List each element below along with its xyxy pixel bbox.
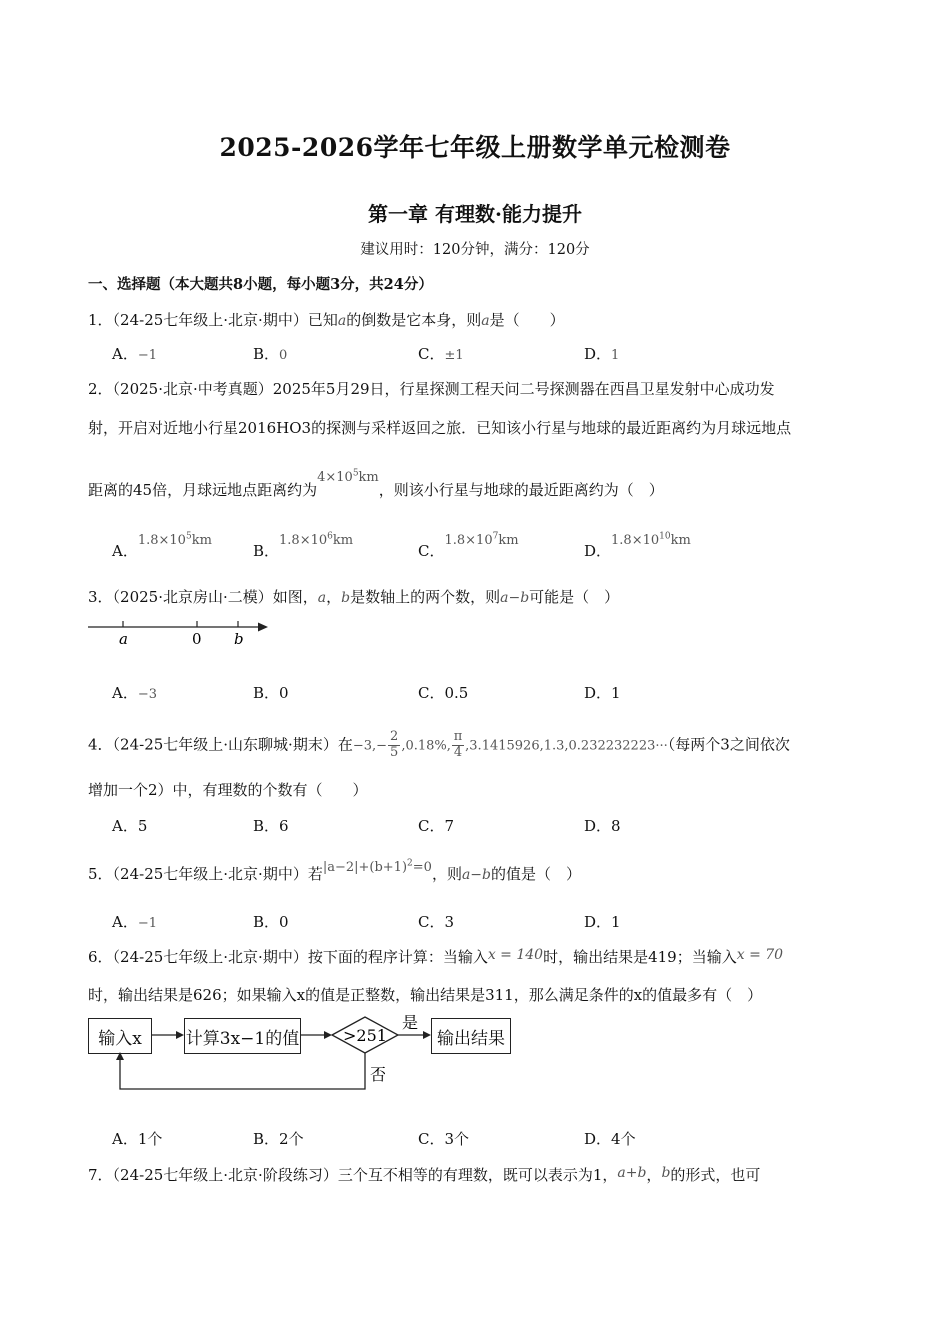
option-label: C． — [418, 684, 445, 702]
math-unit: km — [332, 533, 354, 548]
page-title: 2025-2026学年七年级上册数学单元检测卷 — [219, 133, 731, 162]
question-text: （24-25七年级上·北京·阶段练习）三个互不相等的有理数，既可以表示为1， — [112, 1166, 618, 1184]
q6-option-a[interactable] — [112, 1128, 162, 1149]
option-label: C． — [418, 345, 445, 363]
option-label: A． — [112, 817, 138, 835]
math-exponent: 10 — [659, 531, 671, 542]
option-value: 1 — [611, 348, 620, 363]
axis-label-a: a — [119, 630, 128, 648]
q2-option-a[interactable] — [112, 531, 212, 561]
option-value: 3 — [444, 913, 455, 931]
option-value: 0 — [279, 913, 289, 931]
question-text: 时，输出结果是419；当输入 — [543, 948, 737, 966]
option-value: 7 — [444, 817, 455, 835]
question-number: 7． — [88, 1166, 113, 1184]
option-label: B． — [253, 345, 280, 363]
question-number: 1． — [88, 311, 113, 329]
math-var: a — [317, 590, 327, 606]
option-value: −1 — [137, 916, 158, 931]
flow-compute-box: 计算3x−1的值 — [184, 1018, 301, 1054]
option-label: A． — [112, 684, 138, 702]
question-text: 已知 — [307, 311, 338, 329]
q4-option-c[interactable] — [418, 815, 454, 836]
option-label: C． — [418, 913, 445, 931]
exam-meta: 建议用时：120分钟，满分：120分 — [360, 242, 590, 258]
axis-label-zero: 0 — [192, 630, 202, 648]
question-text: ，则 — [431, 865, 462, 883]
q6-option-b[interactable] — [253, 1128, 304, 1149]
math-expr — [317, 470, 379, 485]
math-var: b — [661, 1165, 671, 1181]
question-text: （2025·北京·中考真题）2025年5月29日，行星探测工程天问二号探测器在西昌卫星发射中心成功发 — [112, 380, 775, 398]
option-value: 2个 — [279, 1130, 304, 1148]
math-var: a — [337, 313, 347, 329]
math-base: 1.8×10 — [444, 533, 493, 548]
math-base: 1.8×10 — [611, 533, 660, 548]
q2-option-d[interactable] — [584, 531, 691, 561]
question-text: ，则该小行星与地球的最近距离约为（ ） — [378, 481, 664, 499]
flowchart-connectors — [88, 1008, 528, 1094]
math-var: b — [341, 590, 351, 606]
q1-option-b[interactable] — [253, 343, 287, 364]
math-exponent: 2 — [407, 858, 413, 869]
question-4 — [88, 730, 790, 761]
q4-option-a[interactable] — [112, 815, 147, 836]
option-label: B． — [253, 542, 280, 560]
q1-option-a[interactable] — [112, 343, 157, 364]
math-expr: ,3.1415926,1.3,0.232232223··· — [465, 738, 668, 754]
option-value: −1 — [137, 348, 158, 363]
arrow-icon — [116, 1052, 124, 1060]
question-text: 可能是（ ） — [529, 588, 620, 606]
option-label: A． — [112, 345, 138, 363]
q5-option-b[interactable] — [253, 911, 289, 932]
question-text: （24-25七年级上·北京·期中）按下面的程序计算：当输入 — [112, 948, 488, 966]
question-2-line-2: 射，开启对近地小行星2016HO3的探测与采样返回之旅．已知该小行星与地球的最近距离约为月球远地点 — [88, 419, 792, 437]
question-source: （24-25七年级上·北京·期中） — [112, 311, 308, 329]
option-value: 6 — [279, 817, 289, 835]
option-label: D． — [584, 817, 612, 835]
q3-option-d[interactable] — [584, 682, 621, 703]
flow-yes-label: 是 — [402, 1013, 419, 1032]
question-4-line-2: 增加一个2）中，有理数的个数有（ ） — [88, 781, 368, 799]
option-label: B． — [253, 913, 280, 931]
flow-loop-back — [120, 1053, 365, 1089]
arrow-icon — [258, 623, 268, 632]
separator: ， — [646, 1166, 662, 1184]
math-exponent: 5 — [352, 468, 359, 479]
option-value — [444, 533, 518, 548]
q6-option-c[interactable] — [418, 1128, 469, 1149]
question-text: 的倒数是它本身，则 — [346, 311, 482, 329]
question-7 — [88, 1164, 760, 1185]
q3-option-c[interactable] — [418, 682, 468, 703]
option-label: B． — [253, 817, 280, 835]
math-exponent: 6 — [327, 531, 333, 542]
math-expr: a−b — [461, 867, 491, 883]
option-value: 8 — [611, 817, 621, 835]
q5-option-a[interactable] — [112, 911, 157, 932]
option-label: B． — [253, 1130, 280, 1148]
math-exponent: 7 — [492, 531, 499, 542]
option-label: C． — [418, 1130, 445, 1148]
question-text: （2025·北京房山·二模）如图， — [112, 588, 318, 606]
option-label: D． — [584, 542, 612, 560]
section-heading: 一、选择题（本大题共8小题，每小题3分，共24分） — [88, 276, 433, 293]
option-value — [611, 533, 691, 548]
question-2-line-1 — [88, 378, 775, 399]
math-base: 1.8×10 — [279, 533, 328, 548]
question-text: 的值是（ ） — [491, 865, 582, 883]
option-value: 3个 — [444, 1130, 470, 1148]
question-text: 是（ ） — [489, 311, 565, 329]
flow-output-box: 输出结果 — [431, 1018, 511, 1054]
option-value: 1 — [611, 913, 621, 931]
math-unit: km — [358, 470, 379, 485]
math-expr: x = 70 — [736, 947, 784, 963]
option-value: −3 — [137, 687, 158, 702]
math-base: |a−2|+(b+1) — [322, 860, 408, 875]
q5-option-d[interactable] — [584, 911, 621, 932]
q4-option-d[interactable] — [584, 815, 621, 836]
option-value: 4个 — [611, 1130, 636, 1148]
arrow-icon — [423, 1031, 431, 1039]
option-value: 1个 — [137, 1130, 163, 1148]
fraction-numerator: 2 — [390, 729, 399, 744]
number-line-figure — [86, 616, 276, 650]
option-label: D． — [584, 913, 612, 931]
question-text: 的形式，也可 — [670, 1166, 761, 1184]
chapter-subtitle: 第一章 有理数·能力提升 — [368, 202, 582, 226]
q6-option-d[interactable] — [584, 1128, 636, 1149]
option-value — [279, 533, 353, 548]
math-unit: km — [498, 533, 519, 548]
flow-condition-text: >251 — [343, 1026, 387, 1045]
question-number: 4． — [88, 735, 113, 754]
question-3: 3．（2025·北京房山·二模）如图，a，b是数轴上的两个数，则a−b可能是（ ） — [88, 588, 620, 606]
flow-no-label: 否 — [370, 1065, 387, 1084]
question-text: （每两个3之间依次 — [667, 735, 790, 754]
q1-option-c[interactable] — [418, 343, 464, 364]
option-label: D． — [584, 684, 612, 702]
fraction-denominator: 5 — [390, 744, 399, 760]
axis-label-b: b — [234, 630, 244, 648]
option-value: ±1 — [444, 348, 464, 363]
option-label: A． — [112, 1130, 138, 1148]
question-text: （24-25七年级上·山东聊城·期末）在 — [112, 735, 353, 754]
q2-option-b[interactable] — [253, 531, 354, 561]
math-exponent: 5 — [185, 531, 192, 542]
option-value: 1 — [611, 684, 621, 702]
math-base: 1.8×10 — [137, 533, 186, 548]
question-5 — [88, 858, 582, 884]
option-value — [138, 533, 212, 548]
question-1 — [88, 309, 565, 330]
flow-input-box: 输入x — [88, 1018, 152, 1054]
question-number: 3． — [88, 588, 113, 606]
question-text: 距离的45倍，月球远地点距离约为 — [88, 481, 318, 499]
option-value: 5 — [137, 817, 148, 835]
fraction — [388, 730, 400, 761]
math-var: a — [481, 313, 490, 329]
fraction-denominator: 4 — [453, 744, 463, 760]
question-text: （24-25七年级上·北京·期中）若 — [112, 865, 323, 883]
question-number: 6． — [88, 948, 113, 966]
arrow-icon — [176, 1031, 184, 1039]
math-expr: a+b — [617, 1165, 647, 1181]
math-base: 4×10 — [317, 470, 353, 485]
option-value: 0.5 — [444, 684, 469, 702]
question-number: 5． — [88, 865, 113, 883]
option-value: 0 — [279, 348, 288, 363]
math-expr: −3,− — [352, 738, 388, 754]
q3-option-a[interactable] — [112, 682, 157, 703]
option-label: D． — [584, 345, 612, 363]
math-expr: a−b — [500, 590, 530, 606]
q3-option-b[interactable] — [253, 682, 289, 703]
option-label: A． — [112, 542, 138, 560]
option-label: C． — [418, 817, 445, 835]
question-6-line-2: 时，输出结果是626；如果输入x的值是正整数，输出结果是311，那么满足条件的x的值最多有（ ） — [88, 986, 763, 1004]
q1-option-d[interactable] — [584, 343, 619, 364]
math-expr: ,0.18%, — [401, 738, 451, 754]
option-label: B． — [253, 684, 280, 702]
fraction — [452, 730, 464, 761]
q4-option-b[interactable] — [253, 815, 289, 836]
question-text: 是数轴上的两个数，则 — [350, 588, 501, 606]
math-eq: =0 — [412, 860, 432, 875]
math-unit: km — [191, 533, 212, 548]
math-expr — [323, 860, 432, 875]
question-6 — [88, 946, 783, 967]
math-unit: km — [670, 533, 691, 548]
option-value: 0 — [279, 684, 289, 702]
q5-option-c[interactable] — [418, 911, 454, 932]
question-number: 2． — [88, 380, 113, 398]
option-label: C． — [418, 542, 445, 560]
fraction-numerator: π — [453, 729, 463, 744]
option-label: A． — [112, 913, 138, 931]
option-label: D． — [584, 1130, 612, 1148]
q2-option-c[interactable] — [418, 531, 519, 561]
math-expr: x = 140 — [487, 947, 544, 963]
